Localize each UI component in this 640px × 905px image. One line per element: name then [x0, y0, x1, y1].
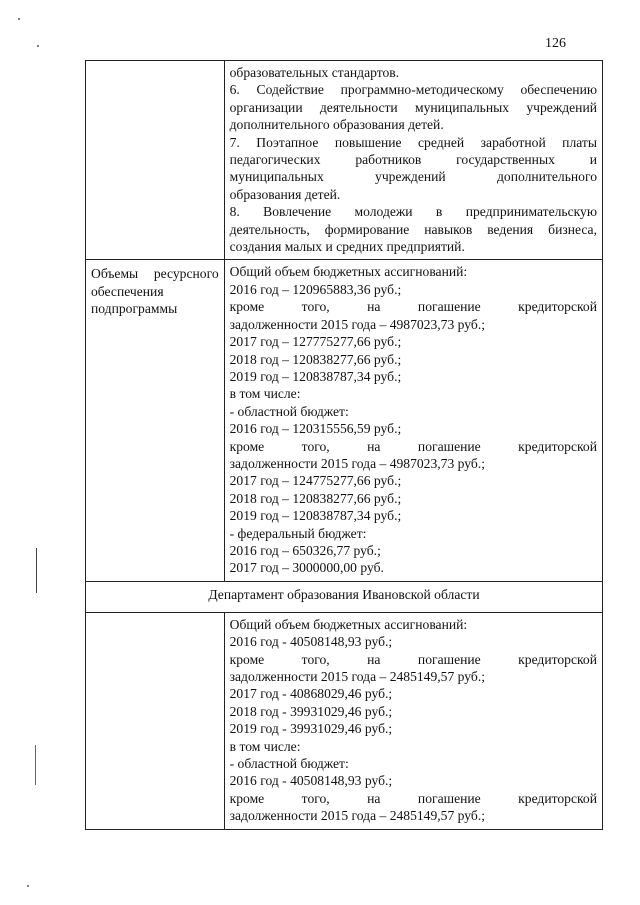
text-line: 2016 год – 120965883,36 руб.; [229, 281, 402, 297]
table-row-department-heading [86, 581, 603, 612]
text-line: в том числе: [229, 386, 301, 402]
text-line: муниципальных учреждений дополнительного [229, 169, 597, 185]
resources-cell [224, 260, 602, 581]
department-heading: Департамент образования Ивановской области [86, 581, 603, 612]
resources-label: Объемы ресурсного обеспечения подпрограммы [86, 260, 225, 581]
text-line: задолженности 2015 года – 4987023,73 руб.; [229, 455, 485, 471]
text-line: организации деятельности муниципальных учреждений [229, 99, 597, 115]
text-line: 2016 год - 40508148,93 руб.; [229, 634, 393, 650]
text-line: 2019 год - 39931029,46 руб.; [229, 721, 393, 737]
text-line: образования детей. [229, 186, 341, 202]
text-line: 2017 год – 124775277,66 руб.; [229, 473, 402, 489]
text-line: 2016 год - 40508148,93 руб.; [229, 773, 393, 789]
text-line: дополнительного образования детей. [229, 117, 444, 133]
text-line: кроме того, на погашение кредиторской [229, 299, 597, 315]
table-row-department-budget [86, 612, 603, 829]
row-label-empty [86, 61, 225, 260]
text-line: задолженности 2015 года – 4987023,73 руб.; [229, 316, 485, 332]
text-line: 2019 год – 120838787,34 руб.; [229, 368, 402, 384]
text-line: в том числе: [229, 738, 301, 754]
text-line: кроме того, на погашение кредиторской [229, 651, 597, 667]
text-line: - областной бюджет: [229, 403, 349, 419]
text-line: педагогических работников государственных и [229, 152, 597, 168]
passport-table [85, 60, 603, 830]
goals-cell [224, 61, 602, 260]
text-line: 2016 год – 650326,77 руб.; [229, 542, 381, 558]
text-line: 2017 год – 127775277,66 руб.; [229, 334, 402, 350]
text-line: 2017 год – 3000000,00 руб. [229, 560, 384, 576]
text-line: 2018 год – 120838277,66 руб.; [229, 351, 402, 367]
text-line: кроме того, на погашение кредиторской [229, 790, 597, 806]
table-row-resources [86, 260, 603, 581]
text-line: 2016 год – 120315556,59 руб.; [229, 421, 402, 437]
text-line: 2018 год - 39931029,46 руб.; [229, 703, 393, 719]
scan-dot [37, 45, 39, 47]
text-line: задолженности 2015 года – 2485149,57 руб.; [229, 808, 485, 824]
text-line: 8. Вовлечение молодежи в предпринимательскую [229, 204, 597, 220]
text-line: 2018 год – 120838277,66 руб.; [229, 490, 402, 506]
text-line: образовательных стандартов. [229, 65, 400, 80]
page-number: 126 [545, 36, 566, 51]
text-line: 6. Содействие программно-методическому обеспечению [229, 82, 597, 98]
department-budget-cell [224, 612, 602, 829]
scan-edge-mark [36, 548, 37, 593]
department-label-empty [86, 612, 225, 829]
scan-dot [18, 18, 20, 20]
text-line: 2017 год - 40868029,46 руб.; [229, 686, 393, 702]
text-line: задолженности 2015 года – 2485149,57 руб.; [229, 669, 485, 684]
table-row-goals [86, 61, 603, 260]
text-line: деятельность, формирование навыков ведения бизнеса, [229, 221, 597, 237]
text-line: 7. Поэтапное повышение средней заработной платы [229, 134, 597, 150]
text-line: Общий объем бюджетных ассигнований: [229, 616, 468, 632]
text-line: создания малых и средних предприятий. [229, 239, 465, 255]
text-line: 2019 год – 120838787,34 руб.; [229, 508, 402, 524]
text-line: - федеральный бюджет: [229, 525, 367, 541]
text-line: кроме того, на погашение кредиторской [229, 438, 597, 454]
scan-edge-mark [35, 745, 36, 785]
text-line: Общий объем бюджетных ассигнований: [229, 264, 468, 280]
scan-dot [27, 885, 29, 887]
text-line: - областной бюджет: [229, 756, 349, 772]
